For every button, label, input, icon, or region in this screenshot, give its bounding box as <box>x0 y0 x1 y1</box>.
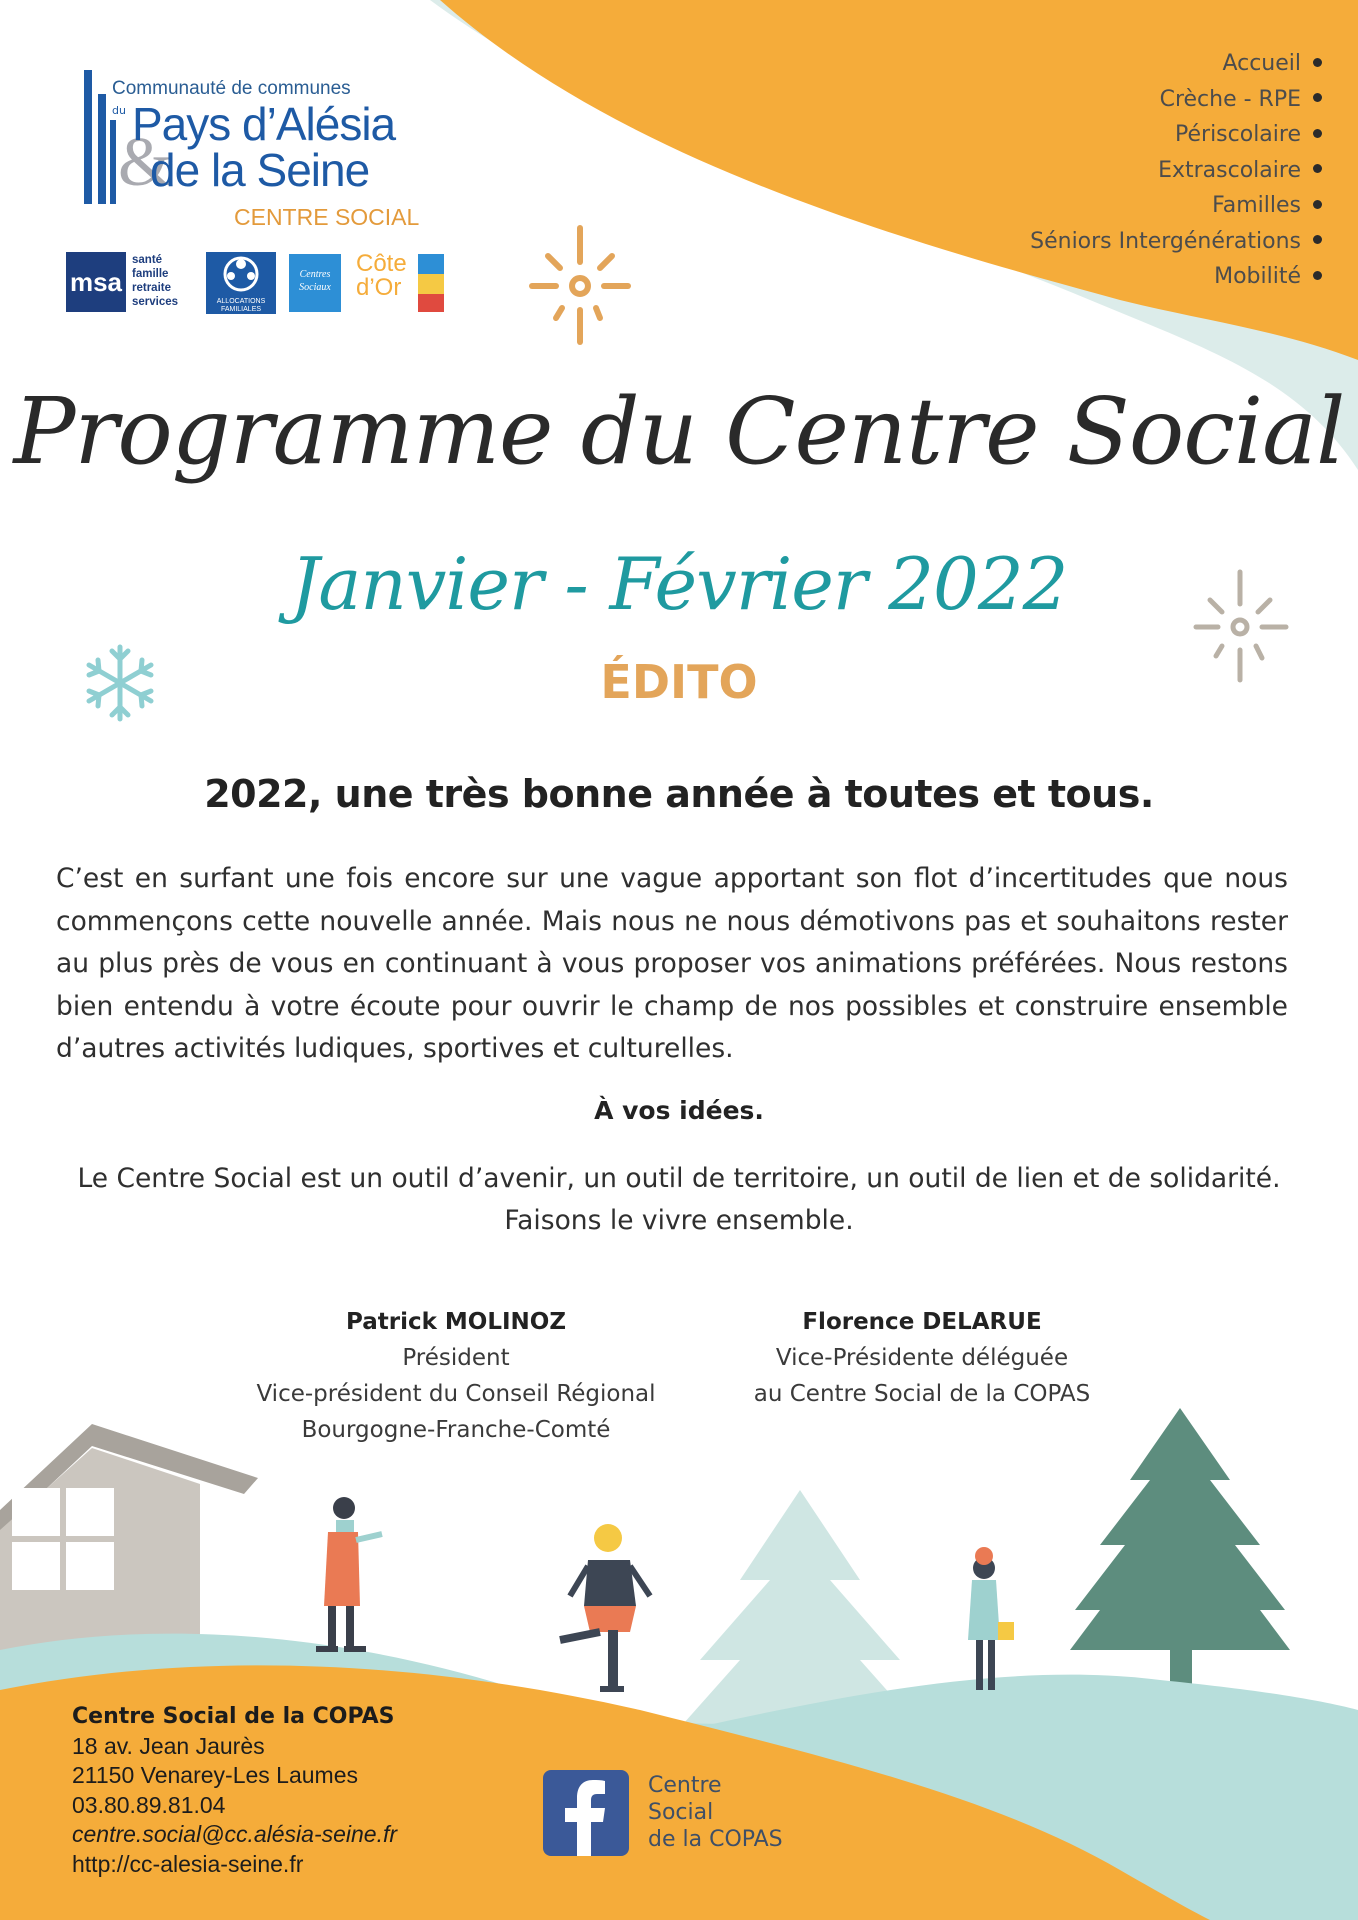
cote-dor-flag-icon <box>418 254 444 312</box>
period-subtitle: Janvier - Février 2022 <box>290 542 1068 626</box>
footer-org: Centre Social de la COPAS <box>72 1704 395 1729</box>
logo-line1: Communauté de communes <box>112 78 351 99</box>
bullet-icon <box>1313 129 1322 138</box>
cote-dor-logo: Côte d’Or <box>356 252 446 314</box>
sun-icon-orange <box>532 228 628 342</box>
footer-phone[interactable]: 03.80.89.81.04 <box>72 1791 226 1818</box>
closing-text <box>0 1158 1358 1242</box>
nav-menu <box>1030 46 1322 295</box>
signature-name: Florence DELARUE <box>802 1309 1042 1335</box>
nav-item-familles[interactable]: Familles <box>1030 188 1322 224</box>
tree-dark <box>1070 1408 1290 1690</box>
bullet-icon <box>1313 164 1322 173</box>
article-body: C’est en surfant une fois encore sur une vague apportant son flot d’incertitudes que nous commençons cette nouvelle année. Mais nous ne nous démotivons pas et souhaitons rester au plus près de vous en continuant à vous proposer vos animations préférées. Nous restons bien entendu à votre écoute pour ouvrir le champ de nos possibles et construire ensemble d’autres activités ludiques, sportives et culturelles. <box>56 863 1288 1064</box>
nav-item-creche-rpe[interactable]: Crèche - RPE <box>1030 82 1322 118</box>
signature-role: Président <box>402 1345 510 1371</box>
logo-ampersand: & <box>118 124 173 201</box>
footer-address <box>72 1702 397 1879</box>
centres-sociaux-logo: Centres Sociaux <box>289 254 341 312</box>
nav-item-accueil[interactable]: Accueil <box>1030 46 1322 82</box>
nav-item-mobilite[interactable]: Mobilité <box>1030 259 1322 295</box>
signature-president <box>216 1304 696 1448</box>
nav-item-seniors[interactable]: Séniors Intergénérations <box>1030 224 1322 260</box>
logo-du: du <box>112 104 126 117</box>
footer-website[interactable]: http://cc-alesia-seine.fr <box>72 1850 304 1877</box>
msa-text: santé famille retraite services <box>132 254 179 308</box>
logo-centre-social: CENTRE SOCIAL <box>234 204 420 230</box>
skater-figure-1 <box>316 1497 382 1652</box>
facebook-icon[interactable] <box>543 1770 629 1856</box>
article-headline: 2022, une très bonne année à toutes et tous. <box>204 772 1154 816</box>
walker-figure <box>968 1547 1014 1690</box>
signature-vice-president <box>722 1304 1122 1412</box>
footer-address-line: 21150 Venarey-Les Laumes <box>72 1762 358 1788</box>
bullet-icon <box>1313 200 1322 209</box>
msa-logo: msa <box>66 252 126 312</box>
ideas-line: À vos idées. <box>594 1096 764 1125</box>
facebook-page-label[interactable]: Centre Social de la COPAS <box>648 1773 783 1852</box>
footer-email[interactable]: centre.social@cc.alésia-seine.fr <box>72 1821 398 1847</box>
bullet-icon <box>1313 58 1322 67</box>
nav-item-extrascolaire[interactable]: Extrascolaire <box>1030 153 1322 189</box>
bullet-icon <box>1313 235 1322 244</box>
logo-line2: Pays d’Alésia <box>132 98 396 150</box>
closing-line-1: Le Centre Social est un outil d’avenir, un outil de territoire, un outil de lien et de solidarité. <box>77 1163 1281 1194</box>
page-title: Programme du Centre Social <box>13 378 1345 485</box>
signature-role: Bourgogne-Franche-Comté <box>301 1417 611 1443</box>
signature-role: au Centre Social de la COPAS <box>753 1381 1091 1407</box>
section-heading: ÉDITO <box>600 655 758 709</box>
logo-line3: de la Seine <box>150 144 370 196</box>
signature-role: Vice-président du Conseil Régional <box>256 1381 656 1407</box>
signature-name: Patrick MOLINOZ <box>345 1309 567 1335</box>
bullet-icon <box>1313 93 1322 102</box>
caf-emblem-icon <box>206 252 276 296</box>
bullet-icon <box>1313 271 1322 280</box>
footer-address-line: 18 av. Jean Jaurès <box>72 1732 265 1759</box>
caf-logo: ALLOCATIONS FAMILIALES <box>206 252 276 314</box>
facebook-f-glyph <box>543 1770 629 1856</box>
signature-role: Vice-Présidente déléguée <box>775 1345 1069 1371</box>
nav-item-periscolaire[interactable]: Périscolaire <box>1030 117 1322 153</box>
closing-line-2: Faisons le vivre ensemble. <box>504 1205 854 1236</box>
skater-figure-2 <box>560 1524 650 1692</box>
house-illustration <box>0 1424 258 1660</box>
